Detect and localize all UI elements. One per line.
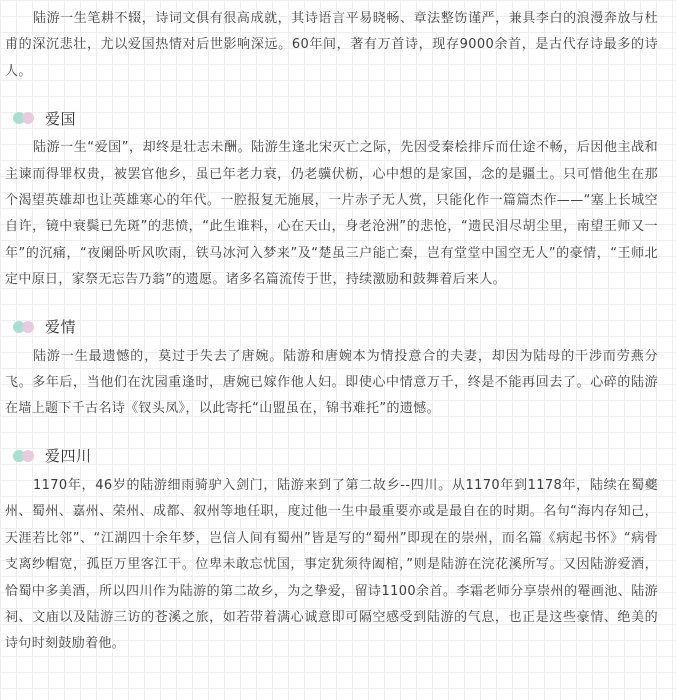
sichuan-paragraph: 1170年，46岁的陆游细雨骑驴入剑门，陆游来到了第二故乡--四川。从1170年到1178年，陆续在蜀夔州、蜀州、嘉州、荣州、成都、叙州等地任职，度过他一生中最重要亦或是最自在的时期。名句“海内存知己，天涯若比邻”、“江湖四十余年梦，岂信人间有蜀州”皆是写的“蜀州”即现在的崇州，而名篇《病起书怀》“病骨支离纱帽宽，孤臣万里客江干。位卑未敢忘忧国，事定犹须待阖棺，”则是陆游在浣花溪所写。又因陆游爱酒，恰蜀中多美酒，所以四川作为陆游的第二故乡，为之挚爱，留诗1100余首。李霜老师分享崇州的罨画池、陆游祠、文庙以及陆游三访的苍溪之旅，如若带着满心诚意即可隔空感受到陆游的气息，也正是这些豪情、绝美的诗句时刻鼓励着他。 xyxy=(5,477,658,652)
heading-dots-icon xyxy=(11,111,41,125)
heading-text: 爱情 xyxy=(45,318,77,337)
section-heading-patriotism xyxy=(5,105,658,131)
pink-dot-icon xyxy=(22,112,34,124)
love-paragraph: 陆游一生最遗憾的，莫过于失去了唐婉。陆游和唐婉本为情投意合的夫妻，却因为陆母的干涉而劳燕分飞。多年后，当他们在沈园重逢时，唐婉已嫁作他人妇。即使心中情意万千，终是不能再回去了。心碎的陆游在墙上题下千古名诗《钗头凤》，以此寄托“山盟虽在，锦书难托”的遗憾。 xyxy=(5,348,658,417)
section-heading-love xyxy=(5,314,658,340)
pink-dot-icon xyxy=(22,321,34,333)
intro-paragraph: 陆游一生笔耕不辍，诗词文俱有很高成就，其诗语言平易晓畅、章法整饬谨严，兼具李白的浪漫奔放与杜甫的深沉悲壮，尤以爱国热情对后世影响深远。60年间，著有万首诗，现存9000余首，是古代存诗最多的诗人。 xyxy=(5,11,658,79)
section-heading-sichuan xyxy=(5,443,658,469)
heading-text: 爱四川 xyxy=(45,447,92,466)
heading-text: 爱国 xyxy=(45,109,77,128)
pink-dot-icon xyxy=(22,450,34,462)
patriotism-paragraph: 陆游一生“爱国”，却终是壮志未酬。陆游生逢北宋灭亡之际，先因受秦桧排斥而仕途不畅，后因他主战和主谏而得罪权贵，被罢官他乡，虽已年老力衰，仍老骥伏枥，心中想的是家国，念的是疆土。只可惜他生在那个渴望英雄却也让英雄寒心的年代。一腔报复无施展，一片赤子无人赏，只能化作一篇篇杰作——“塞上长城空自许，镜中衰鬓已先斑”的悲愤，“此生谁料，心在天山，身老沧洲”的悲怆，“遗民泪尽胡尘里，南望王师又一年”的沉痛，“夜阑卧听风吹雨，铁马冰河入梦来”及“楚虽三户能亡秦，岂有堂堂中国空无人”的豪情，“王师北定中原日，家祭无忘告乃翁”的遗愿。诸多名篇流传于世，持续激励和鼓舞着后来人。 xyxy=(5,140,658,288)
heading-dots-icon xyxy=(11,320,41,334)
heading-dots-icon xyxy=(11,449,41,463)
